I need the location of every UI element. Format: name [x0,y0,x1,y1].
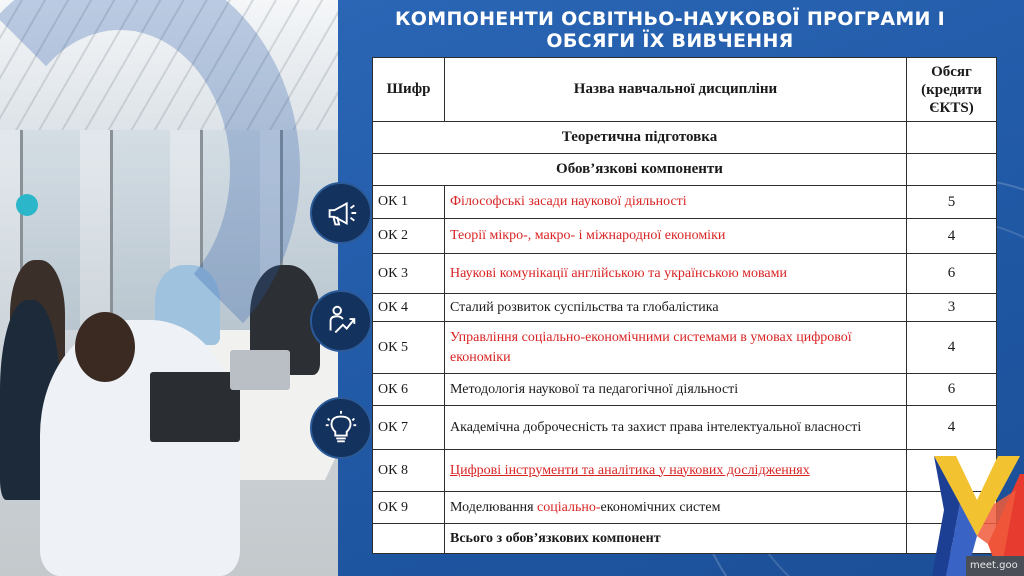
table-row [373,186,997,219]
section-title: Теоретична підготовка [373,122,907,154]
lightbulb-icon [310,397,372,459]
row-name: Методологія наукової та педагогічної діяльності [445,374,907,406]
row-name: Управління соціально-економічними системами в умовах цифрової економіки [445,322,907,374]
slide-title-line1: КОМПОНЕНТИ ОСВІТНЬО-НАУКОВОЇ ПРОГРАМИ І [394,8,946,30]
slide-title-line2: ОБСЯГИ ЇХ ВИВЧЕННЯ [546,30,794,52]
row-name: Академічна доброчесність та захист права інтелектуальної власності [445,406,907,450]
row-credits: 3 [907,294,997,322]
row-name: Наукові комунікації англійською та українською мовами [445,254,907,294]
growth-person-icon [310,290,372,352]
slide-title [370,8,970,52]
section-row [373,122,997,154]
header-credits: Обсяг (кредити ЄКТS) [907,58,997,122]
row-credits: 6 [907,374,997,406]
total-label: Всього з обов’язкових компонент [445,524,907,554]
row-credits: 4 [907,406,997,450]
photo-laptop [230,350,290,390]
header-code: Шифр [373,58,445,122]
empty-cell [907,122,997,154]
photo-laptop [150,372,240,442]
curriculum-table [372,57,997,554]
accent-dot [16,194,38,216]
table-row [373,322,997,374]
subsection-row [373,154,997,186]
table-row [373,406,997,450]
row-code: ОК 4 [373,294,445,322]
row-credits: 6 [907,254,997,294]
row-name: Цифрові інструменти та аналітика у наукових дослідженнях [445,450,907,492]
row-credits: 5 [907,186,997,219]
row-name: Сталий розвиток суспільства та глобалістика [445,294,907,322]
empty-cell [373,524,445,554]
table-row [373,219,997,254]
empty-cell [907,154,997,186]
meet-overlay-label[interactable]: meet.goo [966,556,1024,576]
table-row [373,254,997,294]
table-row [373,294,997,322]
row-code: ОК 5 [373,322,445,374]
megaphone-icon [310,182,372,244]
subsection-title: Обов’язкові компоненти [373,154,907,186]
table-row [373,492,997,524]
row-credits: 4 [907,322,997,374]
row-code: ОК 6 [373,374,445,406]
table-header-row [373,58,997,122]
row-name-part: економічних систем [600,499,721,515]
row-name-part: соціально- [537,499,601,515]
row-name [445,492,907,524]
office-photo [0,0,338,576]
header-name: Назва навчальної дисципліни [445,58,907,122]
row-code: ОК 9 [373,492,445,524]
row-code: ОК 1 [373,186,445,219]
row-code: ОК 2 [373,219,445,254]
row-code: ОК 7 [373,406,445,450]
row-name-part: Моделювання [450,499,538,515]
table-row [373,450,997,492]
row-credits: 4 [907,219,997,254]
row-code: ОК 3 [373,254,445,294]
row-code: ОК 8 [373,450,445,492]
row-name: Теорії мікро-, макро- і міжнародної економіки [445,219,907,254]
table-row [373,374,997,406]
row-name: Філософські засади наукової діяльності [445,186,907,219]
total-row [373,524,997,554]
